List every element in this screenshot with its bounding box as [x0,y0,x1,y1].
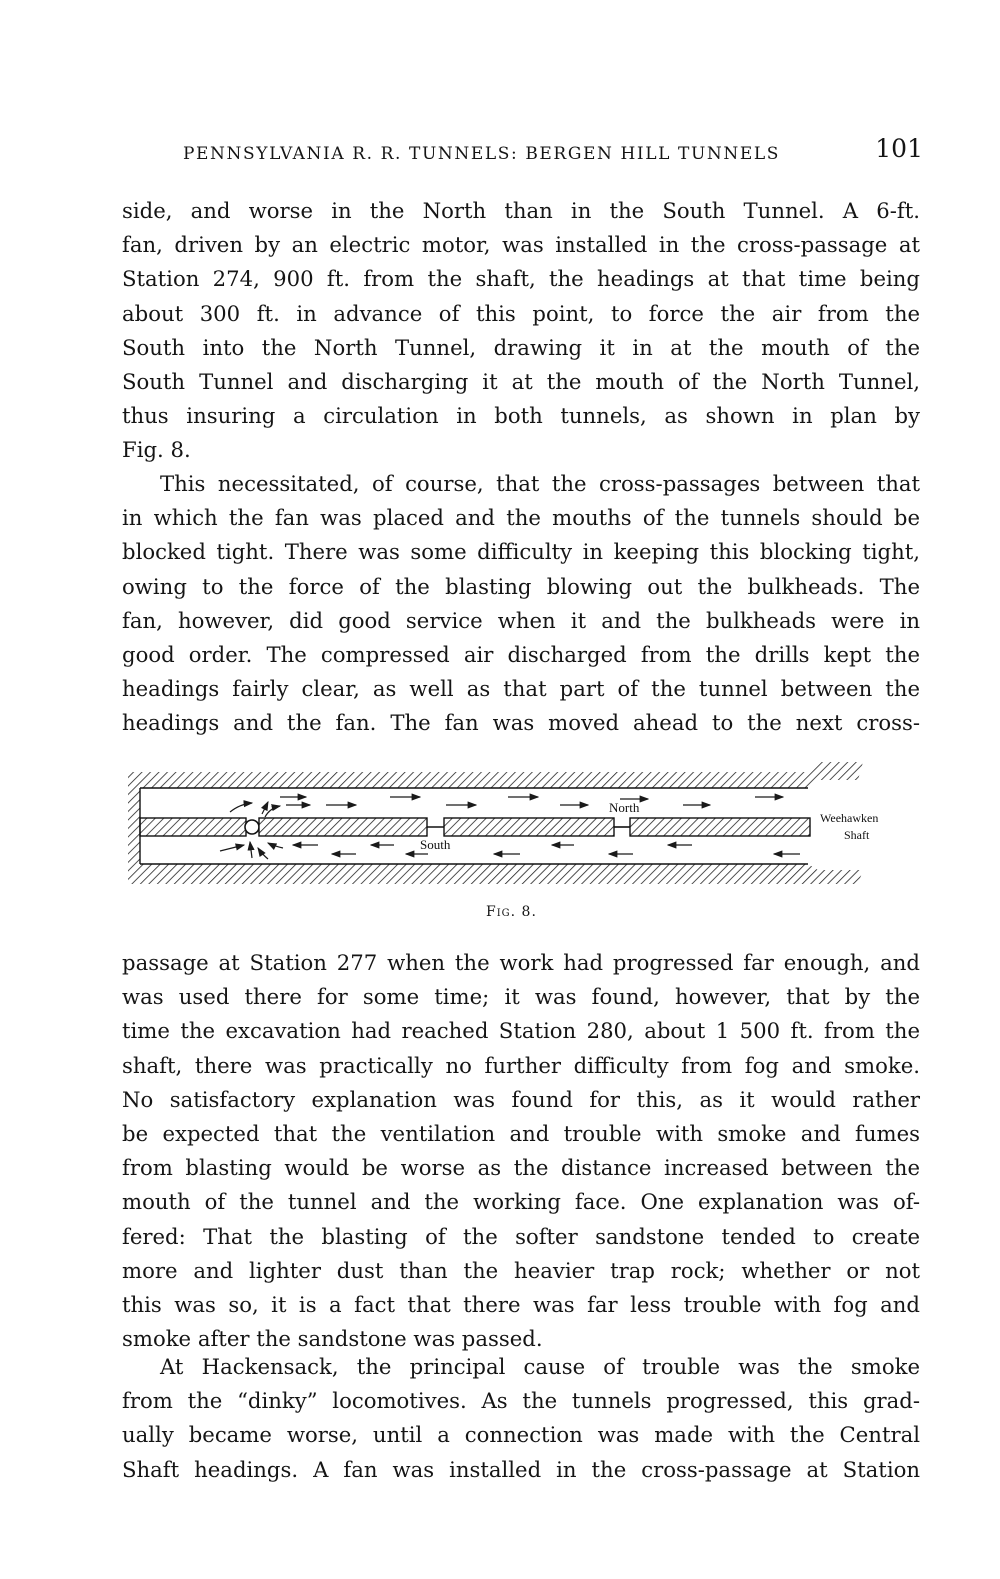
text-line: Station 274, 900 ft. from the shaft, the headings at that time being [122,266,920,292]
paragraph-3 [122,946,920,1356]
text-line: blocked tight. There was some difficulty in keeping this blocking tight, [122,539,920,565]
text-line: about 300 ft. in advance of this point, to force the air from the [122,300,920,326]
figure-8-tunnel-plan [128,760,918,890]
text-line: Shaft headings. A fan was installed in the cross-passage at Station [122,1456,920,1482]
text-line: shaft, there was practically no further difficulty from fog and smoke. [122,1052,920,1078]
text-line: ually became worse, until a connection was made with the Central [122,1422,920,1448]
south-airflow-arrows [220,842,800,859]
north-airflow-arrows [230,797,783,817]
text-line: was used there for some time; it was found, however, that by the [122,984,920,1010]
text-line: headings fairly clear, as well as that part of the tunnel between the [122,676,920,702]
text-line: in which the fan was placed and the mouths of the tunnels should be [122,505,920,531]
text-line: this was so, it is a fact that there was far less trouble with fog and [122,1291,920,1317]
text-line: fan, driven by an electric motor, was installed in the cross-passage at [122,232,920,258]
text-line: time the excavation had reached Station 280, about 1 500 ft. from the [122,1018,920,1044]
text-line: owing to the force of the blasting blowing out the bulkheads. The [122,573,920,599]
south-tunnel-label: South [420,837,451,852]
text-line: mouth of the tunnel and the working face. One explanation was of- [122,1189,920,1215]
tunnel-plan-diagram [128,760,918,890]
paragraph-4 [122,1350,920,1487]
page-number: 101 [875,134,923,163]
paragraph-1 [122,194,920,468]
text-line: side, and worse in the North than in the South Tunnel. A 6-ft. [122,198,920,223]
text-line: This necessitated, of course, that the cross-passages between that [160,471,920,496]
shaft-label-line2: Shaft [844,828,870,842]
text-line: from blasting would be worse as the distance increased between the [122,1155,920,1181]
text-line: South into the North Tunnel, drawing it in at the mouth of the [122,334,920,360]
page-header [183,134,923,174]
text-line: headings and the fan. The fan was moved ahead to the next cross- [122,710,920,736]
figure-caption: Fig. 8. [486,904,537,920]
text-line: fan, however, did good service when it and the bulkheads were in [122,607,920,633]
running-head: PENNSYLVANIA R. R. TUNNELS: BERGEN HILL TUNNELS [183,144,780,164]
text-line: good order. The compressed air discharged from the drills kept the [122,641,920,667]
fan-icon [245,820,259,834]
shaft-label-line1: Weehawken [820,811,879,825]
text-line: more and lighter dust than the heavier trap rock; whether or not [122,1257,920,1283]
text-line: At Hackensack, the principal cause of trouble was the smoke [160,1354,920,1379]
text-line: fered: That the blasting of the softer sandstone tended to create [122,1223,920,1249]
text-line: No satisfactory explanation was found for this, as it would rather [122,1086,920,1112]
text-line: passage at Station 277 when the work had progressed far enough, and [122,950,920,975]
text-line: from the “dinky” locomotives. As the tunnels progressed, this grad- [122,1388,920,1414]
text-line: smoke after the sandstone was passed. [122,1326,543,1352]
text-line: thus insuring a circulation in both tunnels, as shown in plan by [122,403,920,429]
north-tunnel-label: North [609,800,640,815]
text-line: South Tunnel and discharging it at the mouth of the North Tunnel, [122,368,920,394]
text-line: be expected that the ventilation and trouble with smoke and fumes [122,1120,920,1146]
text-line: Fig. 8. [122,437,191,463]
paragraph-2 [122,467,920,741]
